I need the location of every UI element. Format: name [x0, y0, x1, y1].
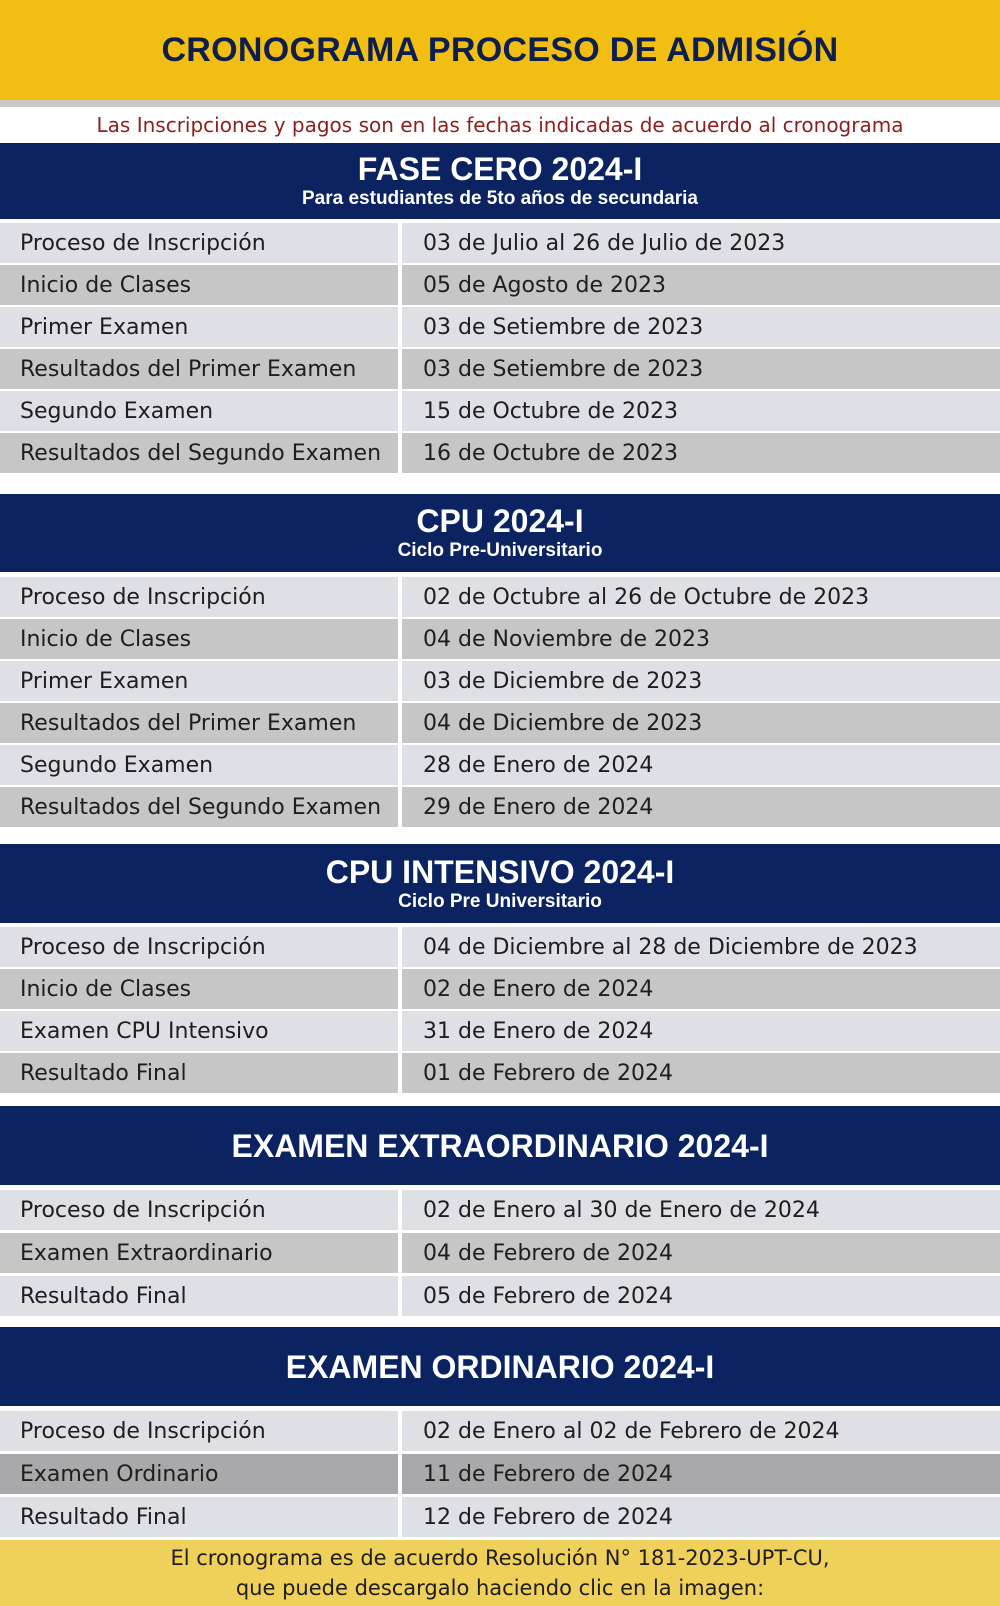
row-date: 02 de Enero al 30 de Enero de 2024	[402, 1190, 1000, 1230]
row-date: 04 de Noviembre de 2023	[402, 619, 1000, 659]
row-label: Examen Ordinario	[0, 1454, 398, 1494]
section-header-cpu-intensivo	[0, 844, 1000, 923]
section-subtitle: Ciclo Pre-Universitario	[397, 540, 603, 561]
table-row	[0, 223, 1000, 263]
row-label: Proceso de Inscripción	[0, 927, 398, 967]
row-date: 03 de Diciembre de 2023	[402, 661, 1000, 701]
section-subtitle: Ciclo Pre Universitario	[398, 890, 602, 912]
row-date: 04 de Febrero de 2024	[402, 1233, 1000, 1273]
section-title: EXAMEN ORDINARIO 2024-I	[285, 1348, 715, 1385]
table-row	[0, 703, 1000, 743]
row-date: 31 de Enero de 2024	[402, 1011, 1000, 1051]
table-row	[0, 619, 1000, 659]
table-row	[0, 1497, 1000, 1537]
row-date: 03 de Julio al 26 de Julio de 2023	[402, 223, 1000, 263]
section-header-ordinario	[0, 1327, 1000, 1406]
row-date: 12 de Febrero de 2024	[402, 1497, 1000, 1537]
row-label: Resultados del Segundo Examen	[0, 787, 398, 827]
table-row	[0, 433, 1000, 473]
table-row	[0, 1190, 1000, 1230]
row-label: Inicio de Clases	[0, 969, 398, 1009]
row-date: 15 de Octubre de 2023	[402, 391, 1000, 431]
row-date: 28 de Enero de 2024	[402, 745, 1000, 785]
row-date: 03 de Setiembre de 2023	[402, 349, 1000, 389]
row-label: Proceso de Inscripción	[0, 577, 398, 617]
section-title: EXAMEN EXTRAORDINARIO 2024-I	[231, 1127, 769, 1164]
row-label: Primer Examen	[0, 661, 398, 701]
section-header-cpu	[0, 494, 1000, 572]
table-row	[0, 577, 1000, 617]
section-subtitle: Para estudiantes de 5to años de secundaria	[302, 188, 698, 209]
footer-line-2: que puede descargalo haciendo clic en la imagen:	[235, 1576, 765, 1600]
resolution-footer[interactable]	[0, 1540, 1000, 1606]
row-date: 03 de Setiembre de 2023	[402, 307, 1000, 347]
footer-line-1: El cronograma es de acuerdo Resolución N° 181-2023-UPT-CU,	[170, 1546, 830, 1570]
registration-note: Las Inscripciones y pagos son en las fechas indicadas de acuerdo al cronograma	[96, 113, 904, 137]
section-title: CPU 2024-I	[416, 503, 584, 539]
divider	[0, 100, 1000, 107]
row-date: 05 de Febrero de 2024	[402, 1276, 1000, 1316]
table-row	[0, 1276, 1000, 1316]
row-label: Resultado Final	[0, 1053, 398, 1093]
table-row	[0, 661, 1000, 701]
table-row	[0, 265, 1000, 305]
row-label: Resultados del Primer Examen	[0, 703, 398, 743]
row-date: 01 de Febrero de 2024	[402, 1053, 1000, 1093]
row-label: Examen Extraordinario	[0, 1233, 398, 1273]
row-label: Resultados del Segundo Examen	[0, 433, 398, 473]
row-label: Inicio de Clases	[0, 619, 398, 659]
table-row	[0, 391, 1000, 431]
row-label: Segundo Examen	[0, 391, 398, 431]
title-banner	[0, 0, 1000, 100]
row-label: Resultado Final	[0, 1497, 398, 1537]
row-label: Inicio de Clases	[0, 265, 398, 305]
row-date: 16 de Octubre de 2023	[402, 433, 1000, 473]
section-title: CPU INTENSIVO 2024-I	[325, 853, 675, 890]
row-date: 02 de Octubre al 26 de Octubre de 2023	[402, 577, 1000, 617]
section-title: FASE CERO 2024-I	[357, 151, 643, 187]
row-date: 11 de Febrero de 2024	[402, 1454, 1000, 1494]
row-label: Proceso de Inscripción	[0, 1411, 398, 1451]
table-row	[0, 787, 1000, 827]
section-header-fase-cero	[0, 143, 1000, 219]
table-row	[0, 307, 1000, 347]
table-row	[0, 1454, 1000, 1494]
row-date: 04 de Diciembre de 2023	[402, 703, 1000, 743]
row-date: 05 de Agosto de 2023	[402, 265, 1000, 305]
table-row	[0, 969, 1000, 1009]
table-row	[0, 1411, 1000, 1451]
row-label: Resultado Final	[0, 1276, 398, 1316]
row-label: Resultados del Primer Examen	[0, 349, 398, 389]
table-row	[0, 1011, 1000, 1051]
table-row	[0, 1053, 1000, 1093]
row-date: 04 de Diciembre al 28 de Diciembre de 2023	[402, 927, 1000, 967]
row-label: Proceso de Inscripción	[0, 1190, 398, 1230]
table-row	[0, 745, 1000, 785]
row-label: Primer Examen	[0, 307, 398, 347]
row-date: 29 de Enero de 2024	[402, 787, 1000, 827]
table-row	[0, 1233, 1000, 1273]
row-label: Proceso de Inscripción	[0, 223, 398, 263]
row-date: 02 de Enero de 2024	[402, 969, 1000, 1009]
row-date: 02 de Enero al 02 de Febrero de 2024	[402, 1411, 1000, 1451]
row-label: Segundo Examen	[0, 745, 398, 785]
table-row	[0, 927, 1000, 967]
section-header-extraordinario	[0, 1106, 1000, 1185]
page-title: CRONOGRAMA PROCESO DE ADMISIÓN	[161, 30, 839, 69]
table-row	[0, 349, 1000, 389]
row-label: Examen CPU Intensivo	[0, 1011, 398, 1051]
